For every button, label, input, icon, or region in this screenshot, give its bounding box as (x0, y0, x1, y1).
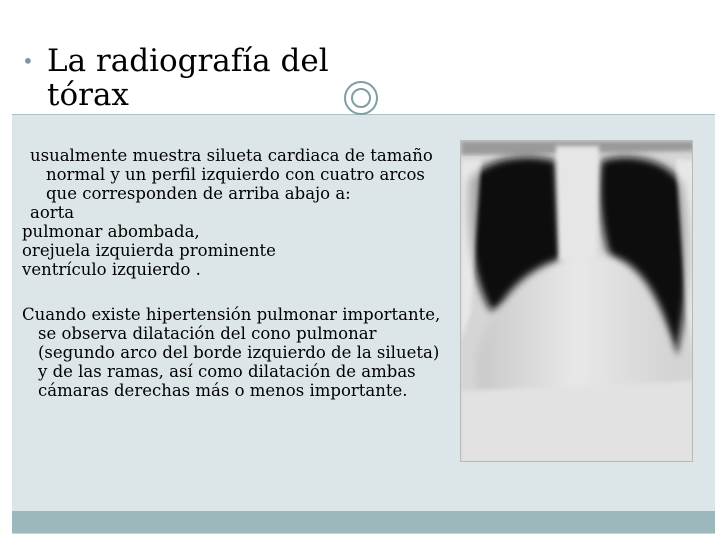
footer-bar (12, 511, 715, 533)
list-item-ventriculo: ventrículo izquierdo . (22, 260, 201, 279)
title-bullet: • (22, 49, 34, 73)
list-item-orejuela: orejuela izquierda prominente (22, 241, 276, 260)
paragraph-gap (22, 279, 452, 305)
slide-title (22, 44, 382, 112)
paragraph-hypertension: Cuando existe hipertensión pulmonar importante, se observa dilatación del cono pulmonar (segundo arco del borde izquierdo de la silueta) y de las ramas, así como dilatación de ambas cámaras derechas más o menos importante. (22, 305, 441, 400)
chest-xray-image (460, 140, 693, 462)
paragraph-intro: usualmente muestra silueta cardiaca de tamaño normal y un perfil izquierdo con cuatro arcos que corresponden de arriba abajo a: (30, 146, 433, 203)
title-text: La radiografía del tórax (47, 43, 329, 113)
list-item-aorta: aorta (30, 203, 75, 222)
slide-body (22, 146, 452, 400)
decorative-ring-icon (344, 81, 378, 115)
list-item-pulmonar: pulmonar abombada, (22, 222, 200, 241)
chest-xray-graphic (461, 141, 693, 462)
